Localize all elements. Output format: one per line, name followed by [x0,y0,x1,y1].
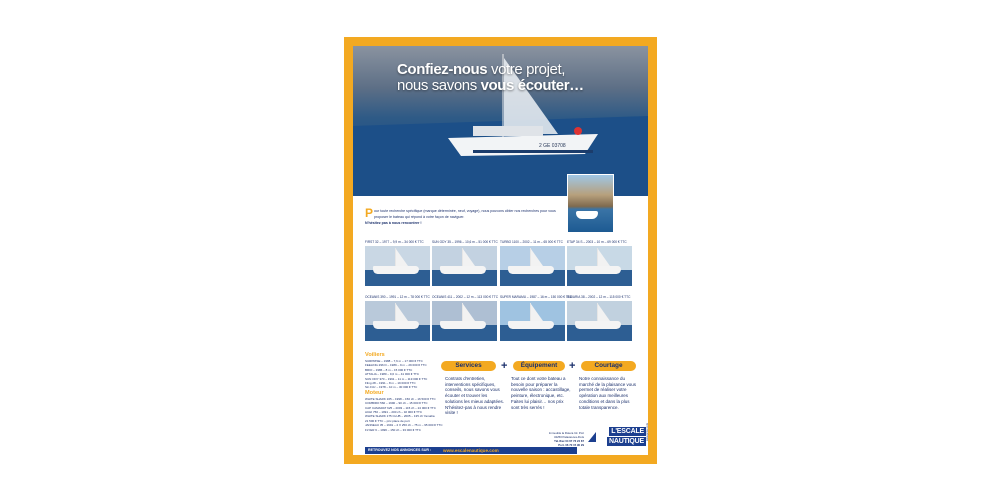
footer-bar [365,447,577,454]
plus-sign-2: + [569,360,576,372]
services-text: Contrats d'entretien, interventions spécifiques, conseils, nous savons vous écouter et trouver les solutions les mieux adaptées. N'hésitez-pas à nous rendre visite ! [445,376,505,416]
equipement-pill: Équipement [513,361,565,371]
mobile: Port. 06 70 15 90 29 [558,443,584,447]
listing-photo [500,246,565,286]
intro-emphasis: N'hésitez pas à nous rencontrer ! [365,221,422,225]
listing-caption: SUN ODY 35 – 1996 – 10,6 m – 51 000 € TTC [432,240,498,244]
voiliers-list-item: ATTALIA – 1980 – 9,6 m – 41 000 € TTC [365,372,420,377]
listing-card [365,295,430,341]
flyer-page [353,46,648,455]
voiliers-list-item: FEELING 296 D – 1989 – 9 m – 29 000 € TTC [365,363,427,368]
plus-sign-1: + [501,360,508,372]
listing-photo [500,301,565,341]
logo-line-2: NAUTIQUE [609,438,644,445]
listing-caption: FIRST 32 – 1977 – 9,9 m – 34 000 € TTC [365,240,424,244]
voiliers-list-item: Fling 28 – 1991 – 8 m – 19 000 € TTC [365,381,416,386]
moteur-list-item: WHITE SHARK 165 – 1998 – 150 ch – 16 500 € TTC [365,396,436,401]
headline-rest-2: nous savons [397,77,481,94]
listing-photo [567,301,632,341]
voiliers-list-item: SURPRISE – 1988 – 7,6 m – 17 000 € TTC [365,359,423,363]
intro-text: our toute recherche spécifique (marque déterminée, neuf, voyage), nous pouvons cibler nos recherches pour vous proposer le bateau qui répond à votre façon de naviguer. [374,209,556,219]
listing-card [365,240,430,286]
headline-rest-1: votre projet, [487,61,565,78]
flyer [344,37,657,464]
moteur-list-item: FLYER 6 – 1996 – 150 ch – 33 000 € TTC [365,427,421,432]
listing-card [567,295,632,341]
moteur-list-item: ACHI 750 – 1991 – 200 ch – 32 000 € TTC [365,410,422,415]
intro-paragraph [365,208,561,226]
courtage-text: Notre connaissance du marché de la plaisance vous permet de réaliser votre opération aux meilleures conditions et dans la plus totale transparence. [579,376,637,410]
tel-fax: Tél./Fax 04 67 73 24 87 [554,439,584,443]
headline-bold-1: Confiez-nous [397,61,488,78]
escale-nautique-logo [587,427,646,448]
listing-caption: OCEANIS 411 – 2002 – 12 m – 113 000 € TTC [432,295,499,299]
listing-photo [365,301,430,341]
moteur-list-item: WHITE SHARK 175 CLUB – 2005 – 135 ch Yamaha [365,414,435,419]
listing-caption: SUPER MARAMU – 1987 – 16 m – 150 000 € TTC [500,295,573,299]
voiliers-list-item: SUN ODY 370 – 1991 – 11 m – 119 000 € TTC [365,376,428,381]
address-line-1: Immeuble la Rotera Ird. Port [548,431,584,435]
vertical-credit: www.pcmx.com [646,422,649,441]
listing-card [567,240,632,286]
drop-cap: P [365,206,374,220]
harbour-photo [567,174,614,233]
voiliers-list [365,359,437,390]
contact-block [535,431,584,447]
footer-text: RETROUVEZ NOS ANNONCES SUR : [368,448,432,452]
headline [397,62,584,94]
listing-card [500,240,565,286]
moteur-list-item: 21 500 € TTC – prix place de port [365,418,410,423]
voiliers-list-item: BRIO – 1986 – 8 m – 15 000 € TTC [365,367,413,372]
listing-photo [567,246,632,286]
listing-photo [365,246,430,286]
address-line-2: 34250 Palavas-les-Flots [553,435,584,439]
moteur-list-item: CAP CAMARAT 625 – 2003 – 115 ch – 24 000 € TTC [365,405,436,410]
listing-card [432,295,497,341]
equipement-text: Tout ce dont votre bateau a besoin pour préparer la nouvelle saison : accastillage, peinture, électronique, etc. Faites lui plaisir… nos prix sont très serrés ! [511,376,571,410]
sail-logo-icon [587,431,597,443]
listing-card [432,240,497,286]
moteur-list [365,396,443,432]
listing-caption: OCEANIS 390 – 1991 – 12 m – 78 000 € TTC [365,295,430,299]
footer-url[interactable]: www.escalenautique.com [443,448,499,453]
listing-caption: BAVARIA 38 – 2002 – 12 m – 115 000 € TTC [567,295,631,299]
moteur-list-item: JANNEAU 35 – 1991 – 2 X 250 ch – 75 m – 95 000 € TTC [365,423,443,428]
listing-caption: ETAP 34 S – 2003 – 10 m – 69 000 € TTC [567,240,627,244]
courtage-pill: Courtage [581,361,636,371]
services-pill: Services [441,361,496,371]
listing-photo [432,301,497,341]
listing-caption: TURBO 1100 – 2002 – 11 m – 65 000 € TTC [500,240,563,244]
listing-card [500,295,573,341]
voiliers-title: Voiliers [365,352,385,358]
sail-number: 2 GE 03708 [539,143,566,149]
listing-photo [432,246,497,286]
logo-line-1: L'ESCALE [611,428,644,435]
headline-bold-2: vous écouter… [480,77,584,94]
moteur-list-item: COMBIRO 560 – 1990 – 90 ch – 15 000 € TTC [365,401,428,406]
boat-lists [365,352,443,432]
moteur-title: Moteur [365,389,384,396]
voiliers-list-item: Sin Fizz – 1978 – 10 m – 30 000 € TTC [365,385,418,390]
